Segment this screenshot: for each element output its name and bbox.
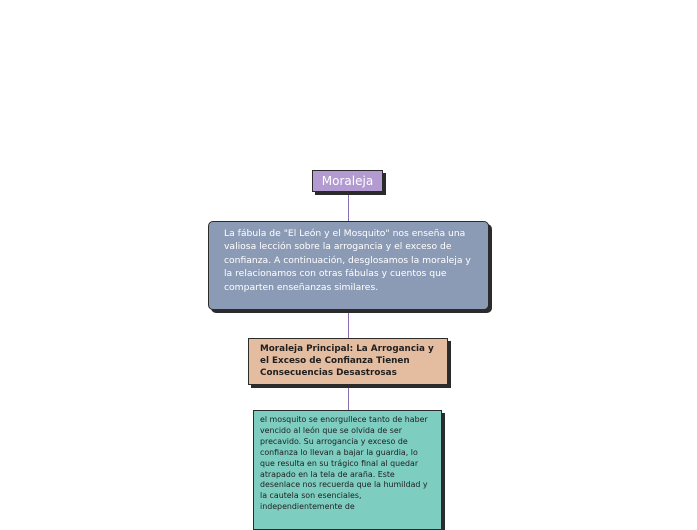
connector-main-moral-explanation [348,385,349,410]
root-topic-node[interactable]: Moraleja [312,170,383,192]
main-moral-topic-node[interactable]: Moraleja Principal: La Arrogancia y el Exceso de Confianza Tienen Consecuencias Desastrosas [248,338,448,385]
intro-topic-node[interactable]: La fábula de "El León y el Mosquito" nos enseña una valiosa lección sobre la arrogancia y el exceso de confianza. A continuación, desglosamos la moraleja y la relacionamos con otras fábulas y cuentos que comparten enseñanzas similares. [208,221,489,310]
connector-root-intro [348,192,349,221]
explanation-topic-node[interactable]: el mosquito se enorgullece tanto de haber vencido al león que se olvida de ser precavido. Su arrogancia y exceso de confianza lo llevan a bajar la guardia, lo que resulta en su trágico final al quedar atrapado en la tela de araña. Este desenlace nos recuerda que la humildad y la cautela son esenciales, independientemente de [253,410,442,530]
connector-intro-main-moral [348,310,349,338]
